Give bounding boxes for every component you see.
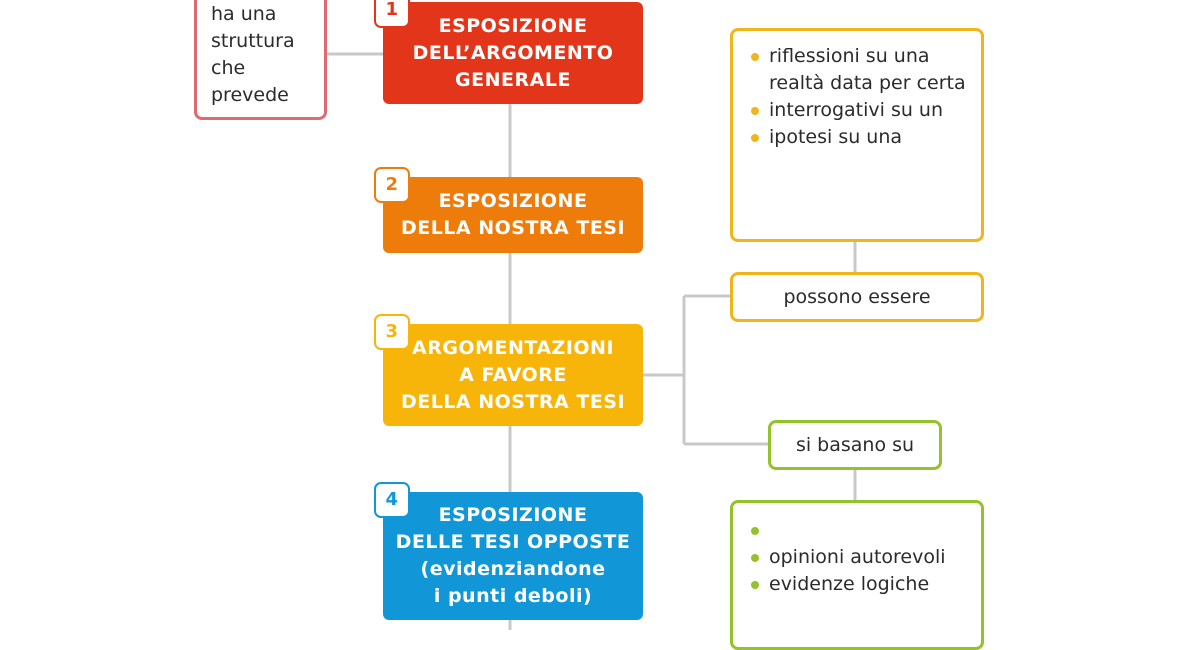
evidence-item: evidenze logiche [747,571,973,598]
step-label-line: DELLA NOSTRA TESI [400,390,626,413]
step-label-line: A FAVORE [459,363,567,386]
intro-line: ha una [211,3,277,25]
step-label-line: i punti deboli) [433,585,593,607]
intro-box [194,0,327,120]
step-label-line: ESPOSIZIONE [438,504,588,526]
step-3-box [383,321,643,426]
step-label-line: ESPOSIZIONE [438,190,588,212]
intro-line: struttura [211,30,295,52]
step-number-badge: 1 [374,0,410,28]
premise-item: riflessioni su una realtà data per certa [747,43,973,97]
evidence-item [747,517,973,544]
intro-line: che [211,57,246,79]
step-1-box [383,2,643,104]
intro-line: prevede [211,84,289,106]
step-label-line: GENERALE [455,68,571,91]
premise-item: ipotesi su una [747,124,973,151]
step-label-line: DELLA NOSTRA TESI [400,217,626,239]
evidence-list [747,517,973,598]
possono-essere-label: possono essere [730,272,984,322]
evidence-item: opinioni autorevoli [747,544,973,571]
si-basano-su-label: si basano su [768,420,942,470]
step-label-line: DELLE TESI OPPOSTE [395,531,631,553]
evidence-box [730,500,984,650]
step-label-line: ESPOSIZIONE [438,14,588,37]
step-number-badge: 4 [374,482,410,518]
step-2-box [383,174,643,253]
premises-list [747,43,973,151]
step-label-line: (evidenziandone [420,558,606,580]
step-label-line: ARGOMENTAZIONI [411,336,615,359]
step-label-line: DELL’ARGOMENTO [412,41,614,64]
step-number-badge: 3 [374,314,410,350]
step-number-badge: 2 [374,167,410,203]
step-4-box [383,489,643,620]
premises-box [730,28,984,242]
premise-item: interrogativi su un [747,97,973,124]
